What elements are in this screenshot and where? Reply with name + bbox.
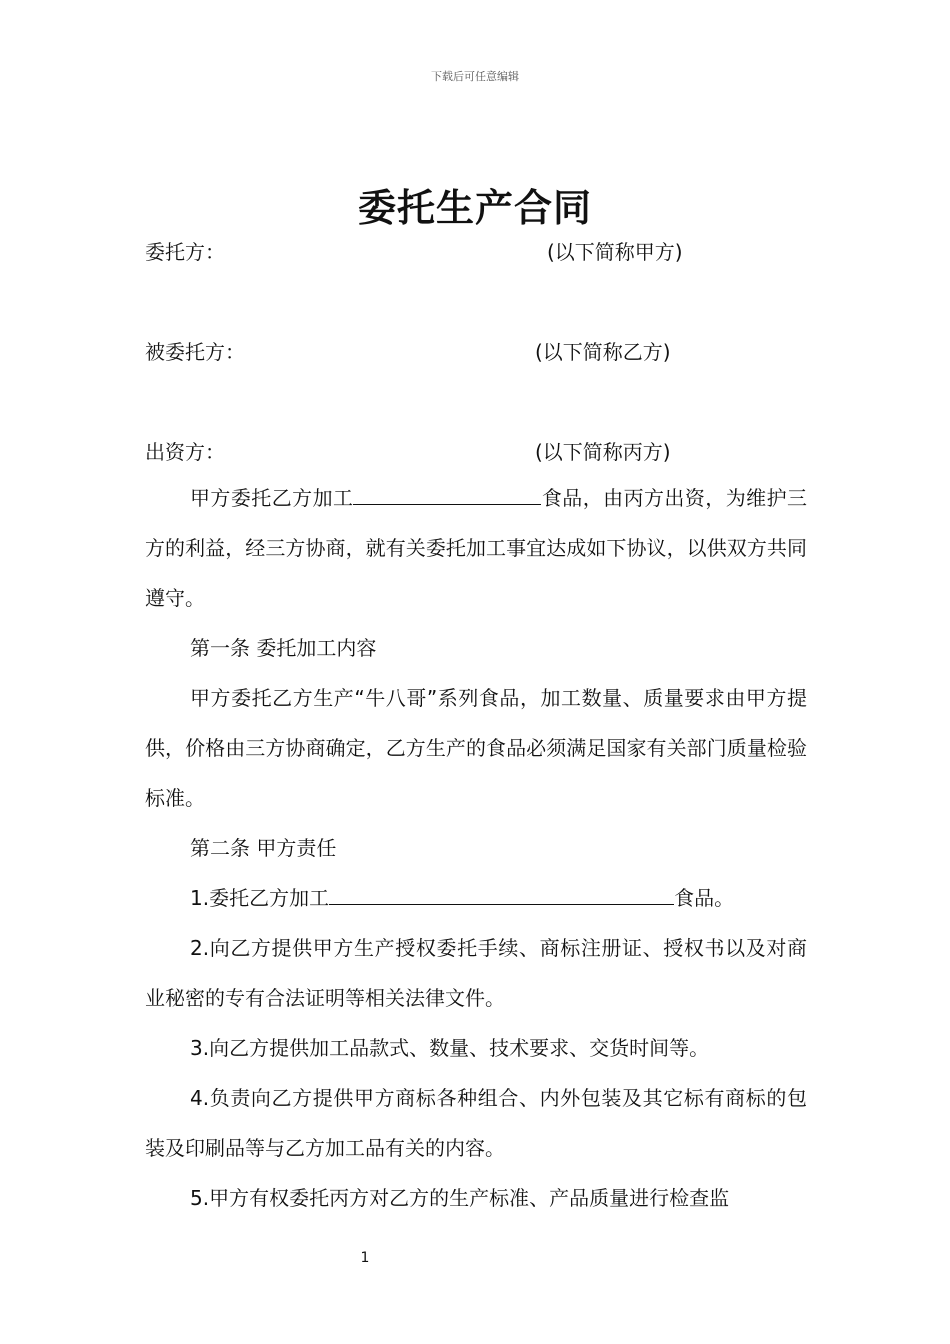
party-entrusting: [145, 236, 845, 266]
article2-item-2: 2.向乙方提供甲方生产授权委托手续、商标注册证、授权书以及对商业秘密的专有合法证明等相关法律文件。: [145, 936, 807, 1010]
product-blank-line: [353, 484, 541, 505]
party-entrusted: [145, 336, 845, 366]
article1-heading: 第一条 委托加工内容: [190, 636, 377, 660]
article2-item-3: 3.向乙方提供加工品款式、数量、技术要求、交货时间等。: [190, 1036, 710, 1060]
party-abbr: (以下简称甲方): [547, 240, 683, 264]
document-title: 委托生产合同: [357, 186, 592, 230]
party-abbr: (以下简称乙方): [535, 340, 671, 364]
article2-item-4: 4.负责向乙方提供甲方商标各种组合、内外包装及其它标有商标的包装及印刷品等与乙方加工品有关的内容。: [145, 1086, 807, 1160]
article2-item-1: [145, 873, 807, 923]
party-role: 被委托方：: [145, 340, 245, 364]
page-number: 1: [360, 1250, 370, 1266]
party-investor: [145, 436, 845, 466]
intro-paragraph: [145, 473, 807, 623]
item1-blank-line: [329, 884, 674, 905]
item1-text-start: 1.委托乙方加工: [190, 886, 330, 910]
intro-text-end: 食品，由丙方出资，为维护三方的利益，经三方协商，就有关委托加工事宜达成如下协议，以供双方共同遵守。: [145, 486, 808, 610]
item1-text-end: 食品。: [674, 886, 735, 910]
article1-body: 甲方委托乙方生产“牛八哥”系列食品，加工数量、质量要求由甲方提供，价格由三方协商确定，乙方生产的食品必须满足国家有关部门质量检验标准。: [145, 686, 807, 810]
article2-item-5: 5.甲方有权委托丙方对乙方的生产标准、产品质量进行检查监: [190, 1186, 730, 1210]
party-role: 委托方：: [145, 240, 225, 264]
party-abbr: (以下简称丙方): [535, 440, 671, 464]
header-note: 下载后可任意编辑: [431, 70, 519, 83]
article2-heading: 第二条 甲方责任: [190, 836, 337, 860]
party-role: 出资方：: [145, 440, 225, 464]
intro-text-start: 甲方委托乙方加工: [190, 486, 354, 510]
